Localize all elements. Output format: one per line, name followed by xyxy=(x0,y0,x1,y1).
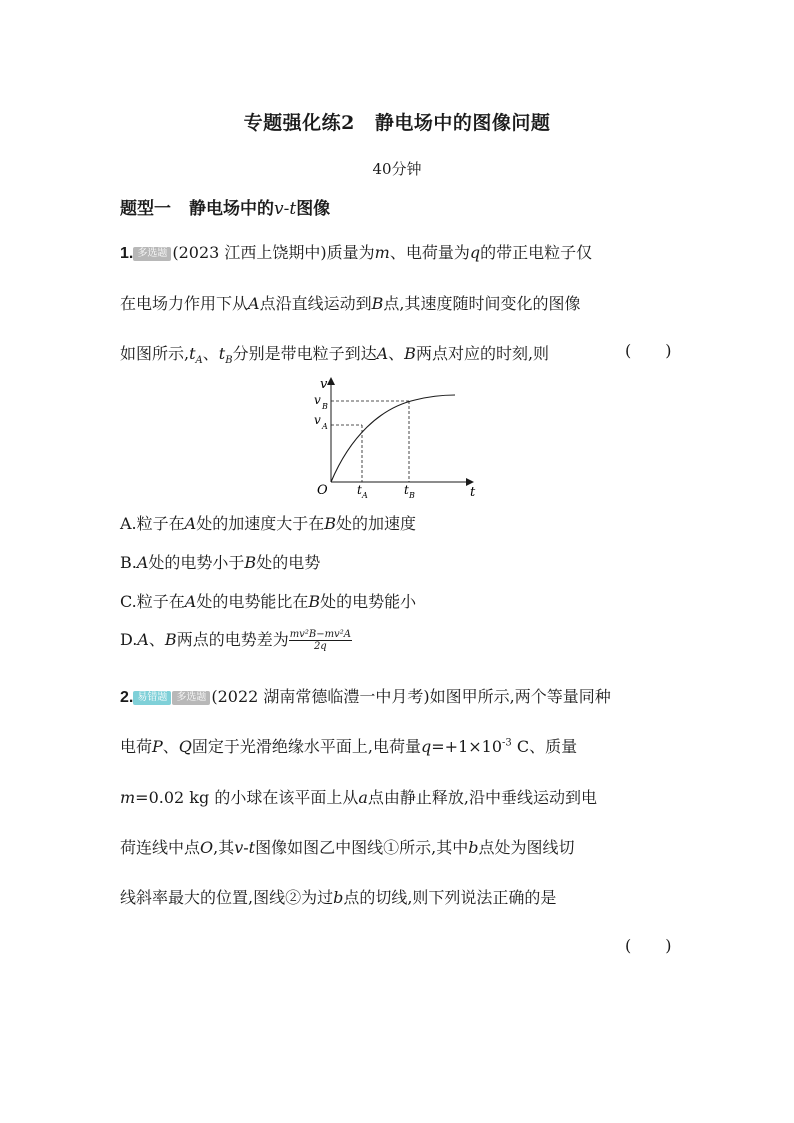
q2-var-m: m xyxy=(120,788,136,807)
title-part-1: 专题强化练2 xyxy=(243,112,355,134)
q2-line-4 xyxy=(120,835,574,858)
q1-text: 、电荷量为 xyxy=(389,243,470,262)
q1-text: 、 xyxy=(202,344,219,363)
q1-text: 点,其速度随时间变化的图像 xyxy=(383,294,581,313)
q2-text: 固定于光滑绝缘水平面上,电荷量 xyxy=(191,737,422,756)
option-text: C.粒子在 xyxy=(120,592,185,611)
q2-var-b: b xyxy=(333,888,344,907)
section-title-var: v-t xyxy=(274,199,297,219)
q1-var-B: B xyxy=(404,344,416,363)
q2-text: (2022 湖南常德临澧一中月考)如图甲所示,两个等量同种 xyxy=(211,687,611,706)
option-var: B xyxy=(324,514,336,533)
tB-label: t xyxy=(404,483,409,497)
q1-option-d[interactable] xyxy=(120,627,352,652)
q1-source: (2023 江西上饶期中)质量为 xyxy=(172,243,375,262)
q2-answer-blank[interactable] xyxy=(625,936,672,955)
fraction-denominator: 2q xyxy=(313,641,327,652)
vB-sub: B xyxy=(322,402,328,411)
q1-var-A: A xyxy=(248,294,260,313)
q1-var-q: q xyxy=(469,243,481,262)
q2-text: 图像如图乙中图线①所示,其中 xyxy=(255,838,469,857)
section-title-post: 图像 xyxy=(296,199,331,219)
q1-option-c[interactable] xyxy=(120,589,416,612)
paren-close: ) xyxy=(665,936,672,955)
option-var: A xyxy=(137,630,149,649)
q1-text: 在电场力作用下从 xyxy=(120,294,249,313)
fraction-numerator: mv²B−mv²A xyxy=(289,629,351,640)
q2-text: 、 xyxy=(162,737,179,756)
q1-vt-graph xyxy=(305,372,485,502)
q1-var-t: t xyxy=(218,344,226,363)
q2-var-vt: v-t xyxy=(234,838,256,857)
q2-line-1 xyxy=(120,684,611,707)
origin-label: O xyxy=(317,483,328,498)
q1-sub-B: B xyxy=(225,355,233,367)
q1-number: 1. xyxy=(120,245,134,262)
section-heading xyxy=(120,194,330,219)
vB-label: v xyxy=(314,393,321,407)
vA-label: v xyxy=(314,413,321,427)
paren-close: ) xyxy=(665,341,672,360)
option-text: 处的电势能小 xyxy=(320,592,417,611)
option-text: 两点的电势差为 xyxy=(176,630,289,649)
q2-line-3 xyxy=(120,785,597,808)
option-var: A xyxy=(184,514,197,533)
option-text: 处的加速度大于在 xyxy=(196,514,325,533)
tA-sub: A xyxy=(362,491,368,500)
title-part-2: 静电场中的图像问题 xyxy=(374,112,551,134)
tB-sub: B xyxy=(409,491,415,500)
q2-line-2 xyxy=(120,734,577,757)
q2-exponent: -3 xyxy=(502,737,512,749)
paren-open: ( xyxy=(625,936,632,955)
q2-var-a: a xyxy=(358,788,368,807)
q1-var-B: B xyxy=(371,294,384,313)
q1-text: 两点对应的时刻,则 xyxy=(415,344,550,363)
q2-text: ,其 xyxy=(213,838,235,857)
section-label: 题型一 xyxy=(120,199,171,219)
q2-var-Q: Q xyxy=(178,737,192,756)
q1-line-2 xyxy=(120,291,580,314)
q2-var-q: q xyxy=(421,737,432,756)
q2-type-tag-1: 易错题 xyxy=(133,691,171,705)
option-var: B xyxy=(308,592,321,611)
q1-var-A: A xyxy=(376,344,389,363)
velocity-curve xyxy=(331,395,455,482)
q1-option-a[interactable] xyxy=(120,511,416,534)
time-label: 40分钟 xyxy=(372,160,422,178)
q2-text: =0.02 kg 的小球在该平面上从 xyxy=(135,788,359,807)
q2-text: 荷连线中点 xyxy=(120,838,201,857)
option-text: 处的电势能比在 xyxy=(196,592,309,611)
option-text: 处的电势 xyxy=(256,553,321,572)
q1-option-b[interactable] xyxy=(120,550,320,573)
option-text: 处的电势小于 xyxy=(148,553,245,572)
q1-line-3 xyxy=(120,341,549,366)
q2-line-5 xyxy=(120,885,556,908)
q2-text: C、质量 xyxy=(511,737,578,756)
q2-text: 点处为图线切 xyxy=(478,838,575,857)
q2-var-P: P xyxy=(152,737,163,756)
q1-text: 、 xyxy=(388,344,405,363)
q2-text: 电荷 xyxy=(120,737,153,756)
q2-var-b: b xyxy=(468,838,479,857)
q1-line-1 xyxy=(120,240,592,263)
x-axis-label: t xyxy=(470,485,476,500)
option-text: D. xyxy=(120,630,138,649)
potential-difference-fraction xyxy=(289,629,352,652)
option-var: B xyxy=(164,630,177,649)
q1-sub-A: A xyxy=(195,355,203,367)
option-text: A.粒子在 xyxy=(120,514,185,533)
q1-text: 如图所示, xyxy=(120,344,190,363)
q2-text: =+1×10 xyxy=(431,737,503,756)
q2-number: 2. xyxy=(120,689,134,706)
q1-text: 分别是带电粒子到达 xyxy=(232,344,377,363)
paren-open: ( xyxy=(625,341,632,360)
tA-label: t xyxy=(357,483,362,497)
option-var: A xyxy=(136,553,149,572)
section-title-pre: 静电场中的 xyxy=(189,199,274,219)
q1-var-t: t xyxy=(189,344,196,363)
q2-text: 线斜率最大的位置,图线②为过 xyxy=(120,888,334,907)
option-text: B. xyxy=(120,553,137,572)
q1-type-tag: 多选题 xyxy=(133,247,171,261)
q1-answer-blank[interactable] xyxy=(625,341,672,360)
q2-type-tag-2: 多选题 xyxy=(172,691,210,705)
q2-var-O: O xyxy=(200,838,214,857)
q1-var-m: m xyxy=(374,243,390,262)
q2-text: 点由静止释放,沿中垂线运动到电 xyxy=(367,788,597,807)
option-var: B xyxy=(244,553,257,572)
option-text: 、 xyxy=(148,630,165,649)
q1-text: 点沿直线运动到 xyxy=(259,294,372,313)
q2-text: 点的切线,则下列说法正确的是 xyxy=(343,888,557,907)
y-axis-label: v xyxy=(320,377,328,392)
option-text: 处的加速度 xyxy=(336,514,417,533)
page-title xyxy=(0,108,794,135)
option-var: A xyxy=(184,592,197,611)
vA-sub: A xyxy=(322,422,328,431)
q1-text: 的带正电粒子仅 xyxy=(480,243,593,262)
